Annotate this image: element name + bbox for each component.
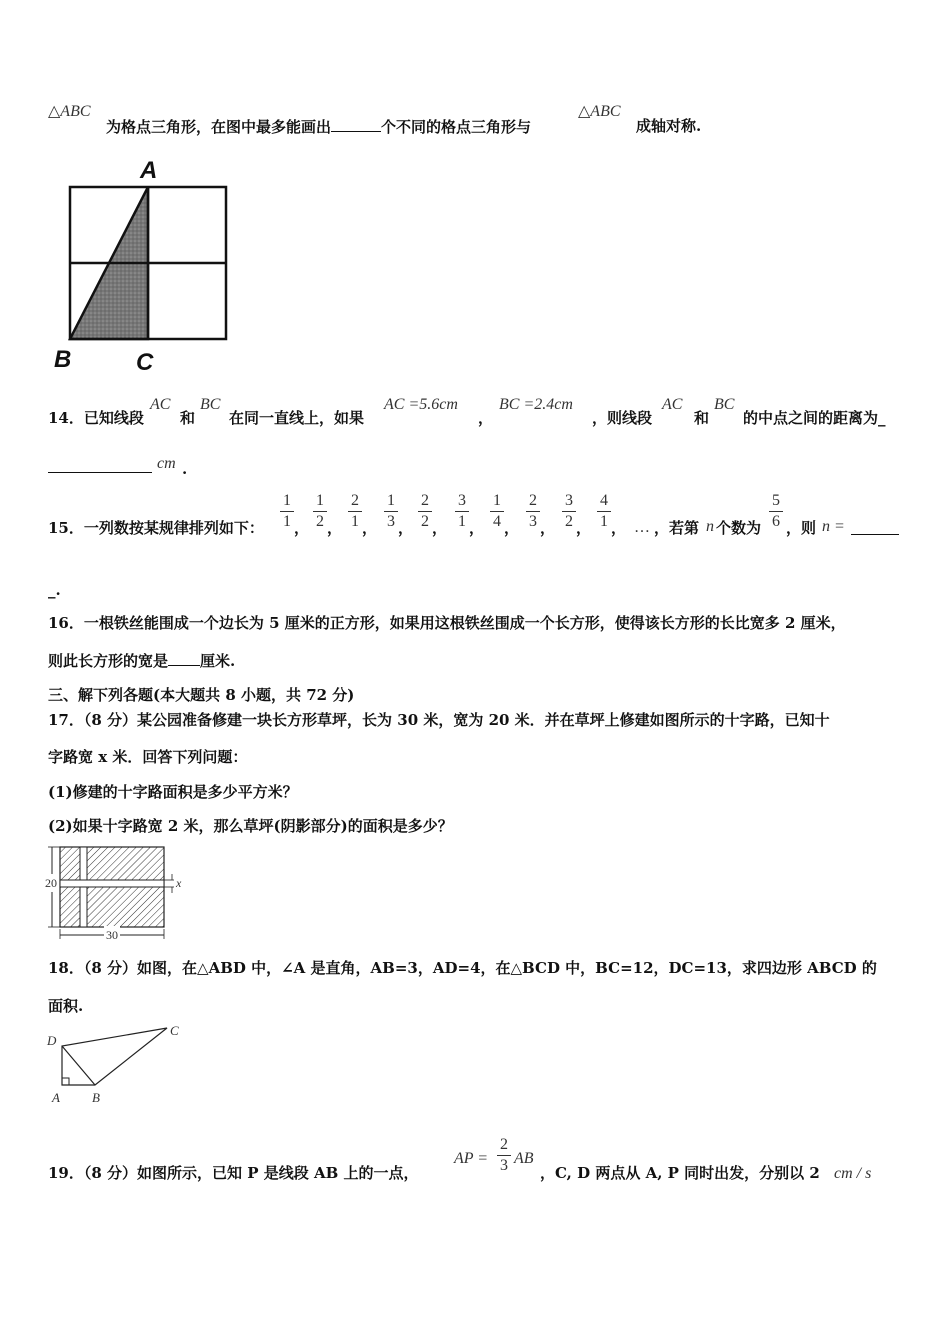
sequence-separator: ， [294, 519, 310, 537]
segment-bc-2: BC [714, 396, 735, 413]
q18-line-2: 面积. [48, 997, 84, 1015]
right-angle-mark [62, 1078, 69, 1085]
label-b: B [54, 346, 72, 373]
unit-cm: cm [157, 455, 176, 472]
road-horizontal [60, 880, 164, 887]
q14-comma: ， [478, 409, 494, 427]
triangle-abc-math: △ABC [48, 103, 91, 120]
q14-number: 14．已知线段 [48, 409, 144, 427]
sequence-separator: ， [576, 519, 592, 537]
q17-sub-1: (1)修建的十字路面积是多少平方米？ [48, 783, 298, 801]
segment-ac-2: AC [662, 396, 683, 413]
fraction-two-thirds: 2 3 [497, 1136, 511, 1175]
label-20: 20 [45, 876, 57, 890]
sequence-separator: ， [469, 519, 485, 537]
sequence-separator: ， [432, 519, 448, 537]
label-30: 30 [106, 928, 118, 942]
equation-bc: BC =2.4cm [499, 396, 573, 413]
segment-bc: BC [200, 396, 221, 413]
q13-text-1: 为格点三角形，在图中最多能画出 个不同的格点三角形与 [106, 118, 532, 136]
diagonal-db [62, 1046, 95, 1085]
label-d: D [47, 1033, 57, 1048]
q14-and-2: 和 [694, 409, 710, 427]
q15-tail: _. [48, 581, 61, 599]
triangle-abc-math-2: △ABC [578, 103, 621, 120]
sequence-separator: ， [398, 519, 414, 537]
equation-ac: AC =5.6cm [384, 396, 458, 413]
label-a: A [52, 1090, 60, 1105]
answer-blank [331, 117, 381, 132]
q16-line-2: 则此长方形的宽是 厘米. [48, 652, 236, 670]
q15-text-2: 个数为 [716, 519, 762, 537]
sequence-fraction: 2 1 [348, 492, 362, 531]
q18-line-1: 18．（8 分）如图，在△ABD 中，∠A 是直角，AB=3，AD=4，在△BCD 中，BC=12，DC=13，求四边形 ABCD 的 [48, 959, 877, 977]
sequence-fraction: 4 1 [597, 492, 611, 531]
sequence-fraction: 1 4 [490, 492, 504, 531]
q15-text-1: ，若第 [654, 519, 700, 537]
sequence-fraction: 2 2 [418, 492, 432, 531]
speed-unit: cm / s [834, 1165, 872, 1182]
sequence-fraction: 1 3 [384, 492, 398, 531]
sequence-fraction: 3 2 [562, 492, 576, 531]
sequence-fraction: 1 2 [313, 492, 327, 531]
sequence-fraction: 1 1 [280, 492, 294, 531]
q19-text-2: ，C, D 两点从 A, P 同时出发，分别以 2 [540, 1164, 820, 1182]
answer-blank-15 [851, 520, 899, 535]
label-c: C [136, 349, 154, 376]
label-c: C [170, 1023, 179, 1038]
segment-ab: AB [514, 1150, 534, 1167]
q14-and: 和 [180, 409, 196, 427]
quadrilateral-outline [62, 1028, 167, 1085]
label-x: x [176, 876, 182, 890]
q13-text-3: 成轴对称. [636, 117, 702, 135]
sequence-separator: ， [504, 519, 520, 537]
answer-blank-14 [48, 458, 152, 473]
q14-text-1: 在同一直线上，如果 [229, 409, 365, 427]
sequence-separator: ， [327, 519, 343, 537]
q14-period: . [182, 460, 188, 478]
q14-text-2: ，则线段 [592, 409, 653, 427]
q17-line-1: 17．（8 分）某公园准备修建一块长方形草坪，长为 30 米，宽为 20 米．并在草坪上修建如图所示的十字路，已知十 [48, 711, 830, 729]
q15-number: 15．一列数按某规律排列如下： [48, 519, 264, 537]
sequence-fraction: 2 3 [526, 492, 540, 531]
n-equals: n = [822, 518, 845, 535]
ellipsis: … [634, 519, 650, 536]
q17-sub-2: (2)如果十字路宽 2 米，那么草坪(阴影部分)的面积是多少？ [48, 817, 453, 835]
sequence-fraction: 3 1 [455, 492, 469, 531]
n-variable: n [706, 518, 714, 535]
ap-equals: AP = [454, 1150, 489, 1167]
q15-text-3: ，则 [786, 519, 817, 537]
q14-text-3: 的中点之间的距离为_ [743, 409, 886, 427]
figure-13-grid-triangle [50, 160, 250, 380]
q17-line-2: 字路宽 x 米．回答下列问题： [48, 748, 248, 766]
answer-blank-16 [168, 651, 200, 666]
sequence-separator: ， [611, 519, 627, 537]
q19-text-1: 19．（8 分）如图所示，已知 P 是线段 AB 上的一点， [48, 1164, 419, 1182]
segment-ac: AC [150, 396, 171, 413]
label-a: A [140, 157, 158, 184]
label-b: B [92, 1090, 100, 1105]
sequence-separator: ， [540, 519, 556, 537]
target-fraction: 5 6 [769, 492, 783, 531]
section-3-heading: 三、解下列各题(本大题共 8 小题，共 72 分) [48, 686, 355, 704]
sequence-separator: ， [362, 519, 378, 537]
q16-line-1: 16．一根铁丝能围成一个边长为 5 厘米的正方形，如果用这根铁丝围成一个长方形，使得该长方形的长比宽多 2 厘米， [48, 614, 846, 632]
